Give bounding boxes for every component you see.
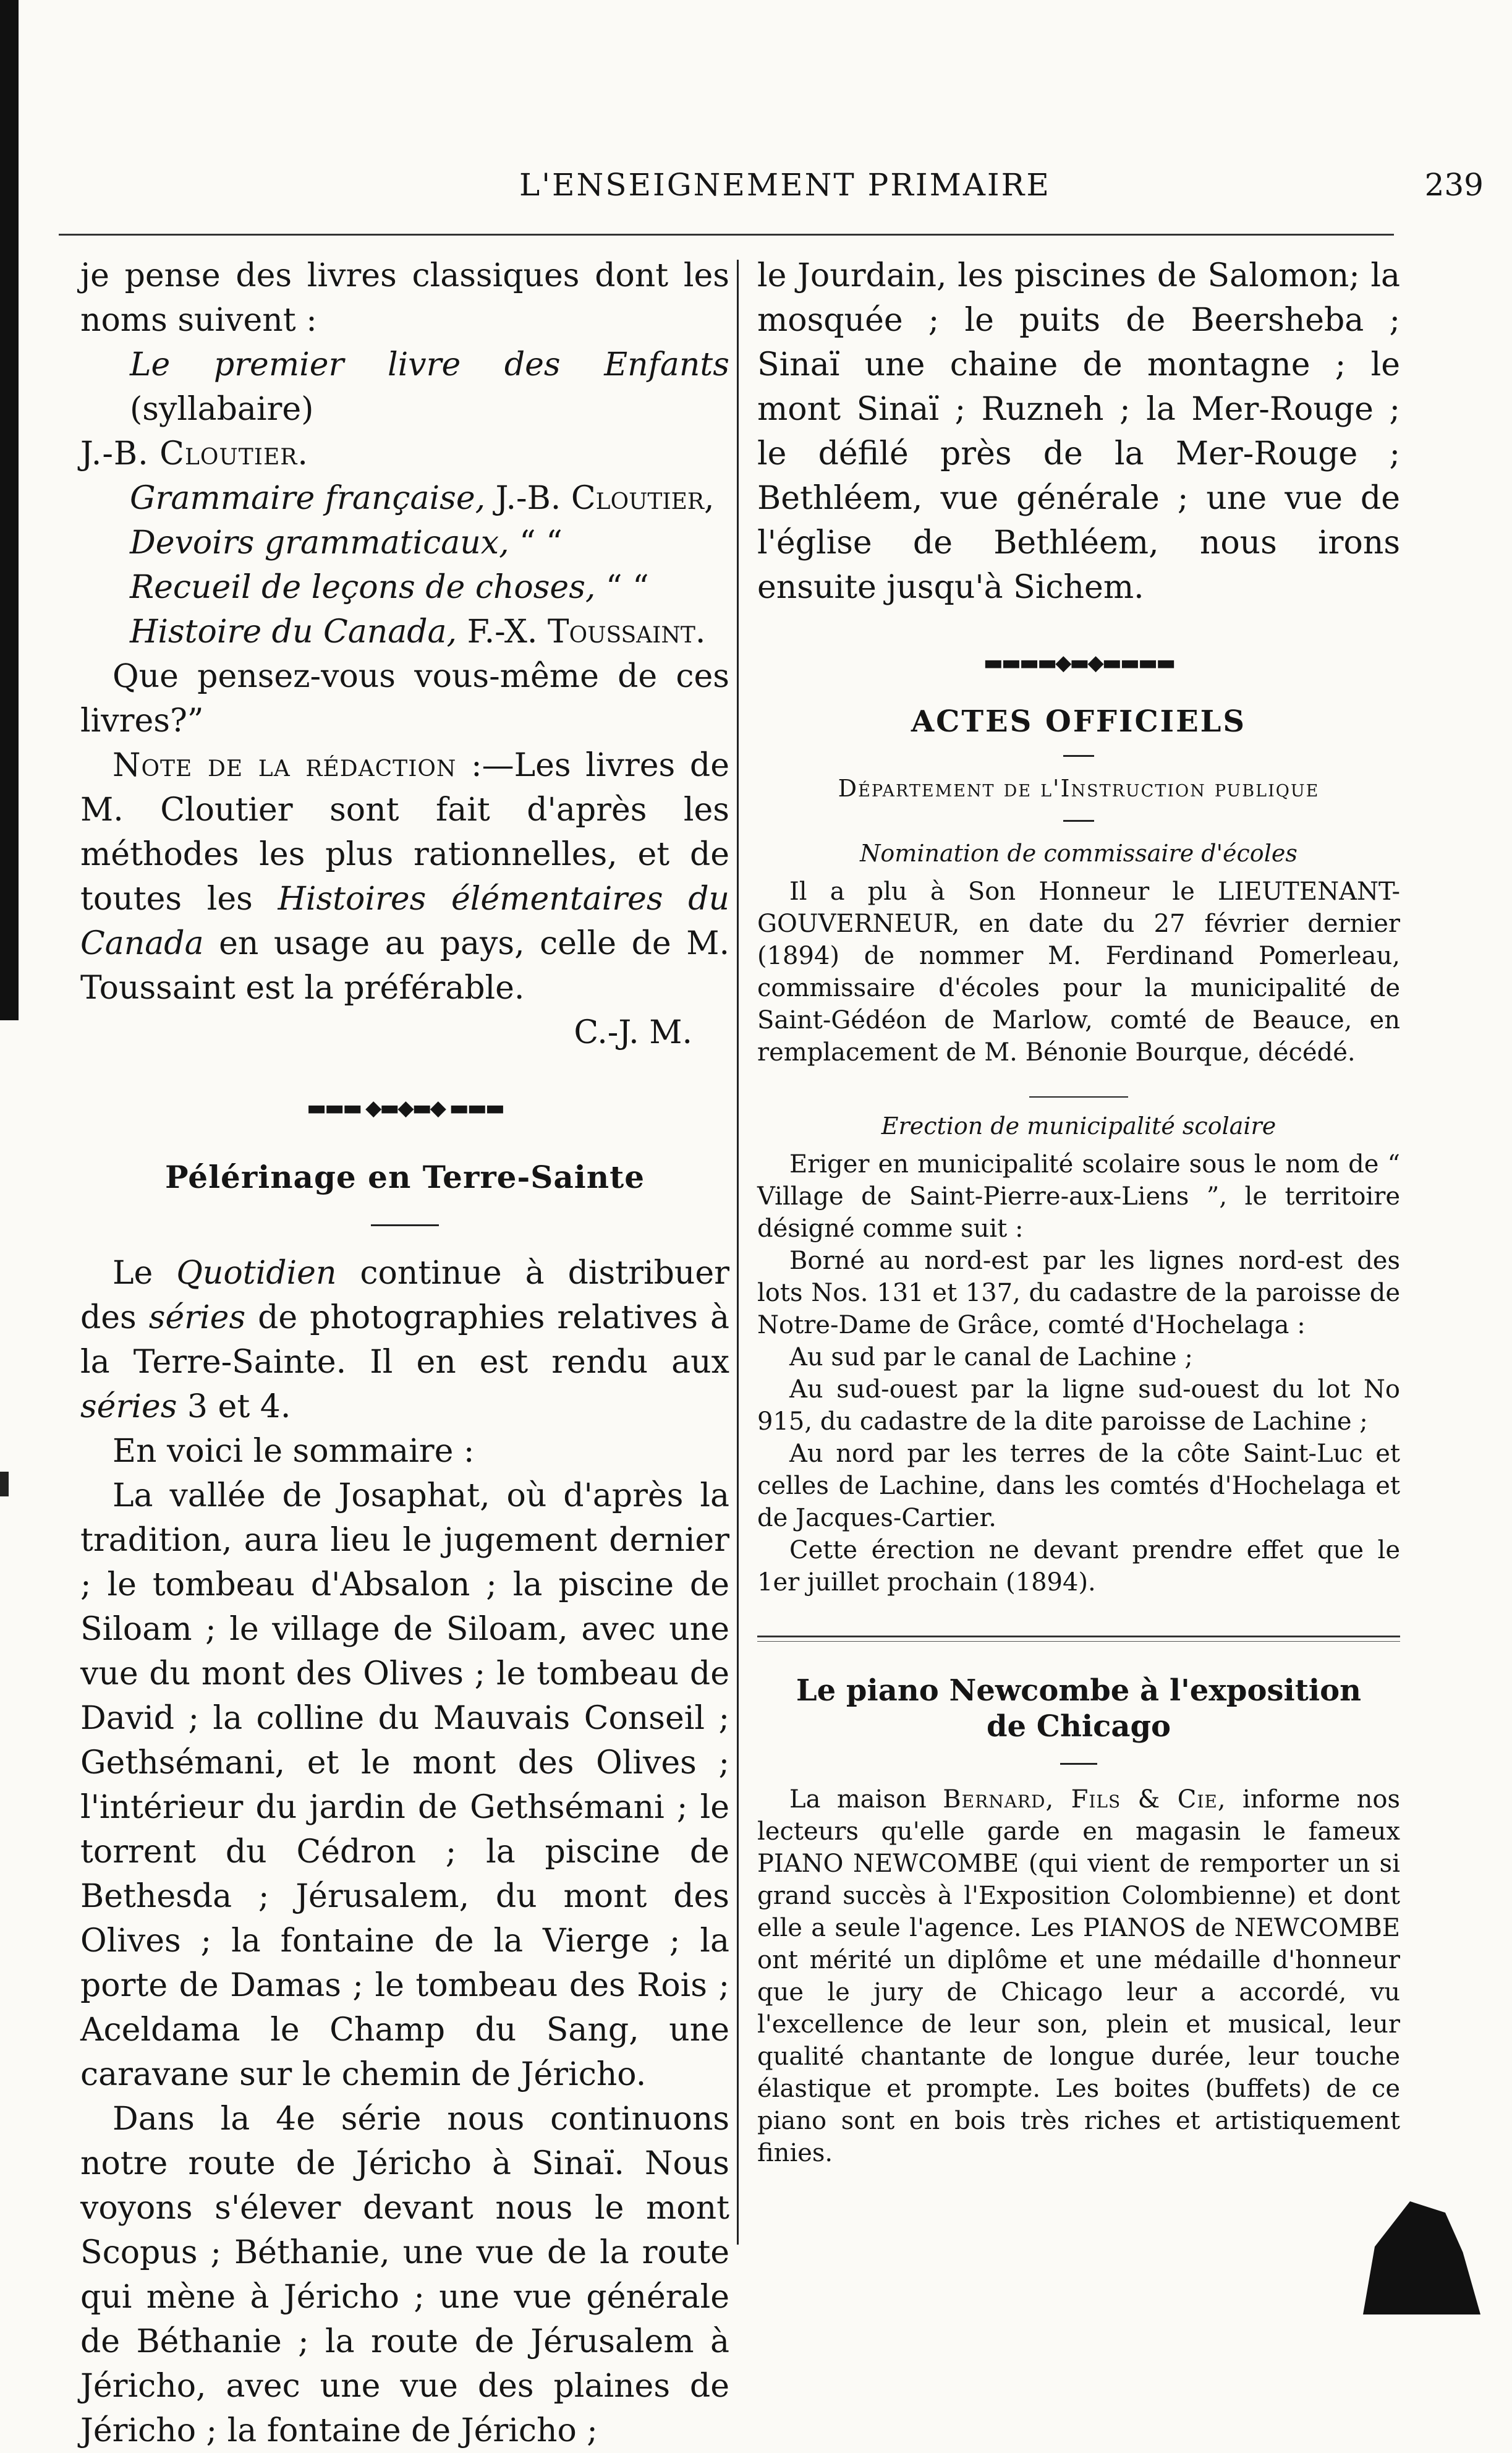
continuation-paragraph: le Jourdain, les piscines de Salomon; la mosquée ; le puits de Beersheba ; Sinaï une chaine de montagne ; le mont Sinaï ; Ruzneh ; la Mer-Rouge ; le défilé près de la Mer-Rouge ; Bethléem, vue générale ; une vue de l'église de Bethléem, nous irons ensuite jusqu'à Sichem. xyxy=(757,257,1400,606)
running-title: L'ENSEIGNEMENT PRIMAIRE xyxy=(519,167,1051,203)
nomination-text: Il a plu à Son Honneur le LIEUTENANT-GOUVERNEUR, en date du 27 février dernier (1894) de nommer M. Ferdinand Pomerleau, commissaire d'écoles pour la municipalité de Saint-Gédéon de Marlow, comté de Beauce, en remplacement de M. Bénonie Bourque, décédé. xyxy=(757,877,1400,1067)
page-number: 239 xyxy=(1424,167,1484,203)
section-title-pelerinage: Pélérinage en Terre-Sainte xyxy=(165,1159,645,1195)
column-divider xyxy=(737,260,739,2245)
book-list-intro: je pense des livres classiques dont les noms suivent : xyxy=(80,257,729,339)
piano-paragraph: La maison Bernard, Fils & Cie, informe nos lecteurs qu'elle garde en magasin le fameux PIANO NEWCOMBE (qui vient de remporter un si grand succès à l'Exposition Colombienne) et dont elle a seule l'agence. Les PIANOS de NEWCOMBE ont mérité un diplôme et une médaille d'honneur que le jury de Chicago leur a accordé, vu l'excellence de leur son, plein et musical, leur qualité chantante de longue durée, leur touche élastique et prompte. Les boites (buffets) de ce piano sont en bois très riches et artistiquement finies. xyxy=(757,1785,1401,2167)
book-item: Recueil de leçons de choses, “ “ xyxy=(130,569,649,606)
paragraph: En voici le sommaire : xyxy=(113,1433,475,1470)
erection-line: Au sud-ouest par la ligne sud-ouest du lot No 915, du cadastre de la dite paroisse de Lachine ; xyxy=(757,1375,1400,1436)
double-rule xyxy=(757,1636,1400,1642)
erection-line: Au sud par le canal de Lachine ; xyxy=(789,1343,1193,1372)
paragraph: La vallée de Josaphat, où d'après la tradition, aura lieu le jugement dernier ; le tombeau d'Absalon ; la piscine de Siloam ; le village de Siloam, avec une vue du mont des Olives ; le tombeau de David ; la colline du Mauvais Conseil ; Gethsémani, et le mont des Olives ; l'intérieur du jardin de Gethsémani ; le torrent du Cédron ; la piscine de Bethesda ; Jérusalem, du mont des Olives ; la fontaine de la Vierge ; la porte de Damas ; le tombeau des Rois ; Aceldama le Champ du Sang, une caravane sur le chemin de Jéricho. xyxy=(80,1477,729,2093)
department-heading: Département de l'Instruction publique xyxy=(838,775,1320,802)
editor-note: Note de la rédaction :—Les livres de M. Cloutier sont fait d'après les méthodes les plus rationnelles, et de toutes les Histoires élémentaires du Canada en usage au pays, celle de M. Toussaint est la préférable. xyxy=(80,747,730,1007)
book-item: Grammaire française, J.-B. Cloutier, xyxy=(130,480,715,517)
book-item: Le premier livre des Enfants (syllabaire) xyxy=(130,346,729,428)
book-list xyxy=(80,343,729,654)
short-rule xyxy=(1063,820,1094,822)
short-rule xyxy=(1060,1763,1097,1765)
short-rule xyxy=(1063,755,1094,757)
book-item: Histoire du Canada, F.-X. Toussaint. xyxy=(130,613,706,651)
signature: C.-J. M. xyxy=(574,1014,692,1051)
short-rule xyxy=(371,1224,439,1226)
section-title-piano: Le piano Newcombe à l'exposition de Chicago xyxy=(796,1673,1362,1744)
erection-line: Borné au nord-est par les lignes nord-est des lots Nos. 131 et 137, du cadastre de la paroisse de Notre-Dame de Grâce, comté d'Hochelaga : xyxy=(757,1247,1400,1339)
erection-line: Eriger en municipalité scolaire sous le nom de “ Village de Saint-Pierre-aux-Liens ”, le territoire désigné comme suit : xyxy=(757,1150,1400,1243)
nomination-heading: Nomination de commissaire d'écoles xyxy=(860,840,1298,867)
erection-line: Cette érection ne devant prendre effet que le 1er juillet prochain (1894). xyxy=(757,1536,1400,1597)
scan-edge-mark xyxy=(0,1472,9,1496)
scan-corner-blot xyxy=(1363,2201,1480,2314)
running-header xyxy=(56,167,1484,216)
paragraph: Le Quotidien continue à distribuer des séries de photographies relatives à la Terre-Sainte. Il en est rendu aux séries 3 et 4. xyxy=(80,1255,729,1425)
erection-line: Au nord par les terres de la côte Saint-Luc et celles de Lachine, dans les comtés d'Hochelaga et de Jacques-Cartier. xyxy=(757,1440,1400,1532)
header-rule xyxy=(59,234,1394,236)
question-text: Que pensez-vous vous-même de ces livres?” xyxy=(80,658,729,740)
scan-edge-shadow xyxy=(0,0,19,1020)
book-item: Devoirs grammaticaux, “ “ xyxy=(130,524,563,561)
paragraph: Dans la 4e série nous continuons notre route de Jéricho à Sinaï. Nous voyons s'élever devant nous le mont Scopus ; Béthanie, une vue de la route qui mène à Jéricho ; une vue générale de Béthanie ; la route de Jérusalem à Jéricho, avec une vue des plaines de Jéricho ; la fontaine de Jéricho ; xyxy=(80,2101,729,2449)
left-column xyxy=(80,254,729,2453)
editor-note-label: Note de la rédaction xyxy=(113,747,457,784)
book-item: J.-B. Cloutier. xyxy=(80,435,308,472)
section-title-actes: ACTES OFFICIELS xyxy=(911,704,1247,739)
short-rule xyxy=(1029,1096,1128,1098)
right-column xyxy=(757,254,1400,2169)
erection-heading: Erection de municipalité scolaire xyxy=(881,1112,1276,1140)
ornament-divider: ▬▬▬ ◆▬◆▬◆ ▬▬▬ xyxy=(306,1096,504,1120)
ornament-divider: ▬▬▬▬◆▬◆▬▬▬▬ xyxy=(983,651,1174,675)
